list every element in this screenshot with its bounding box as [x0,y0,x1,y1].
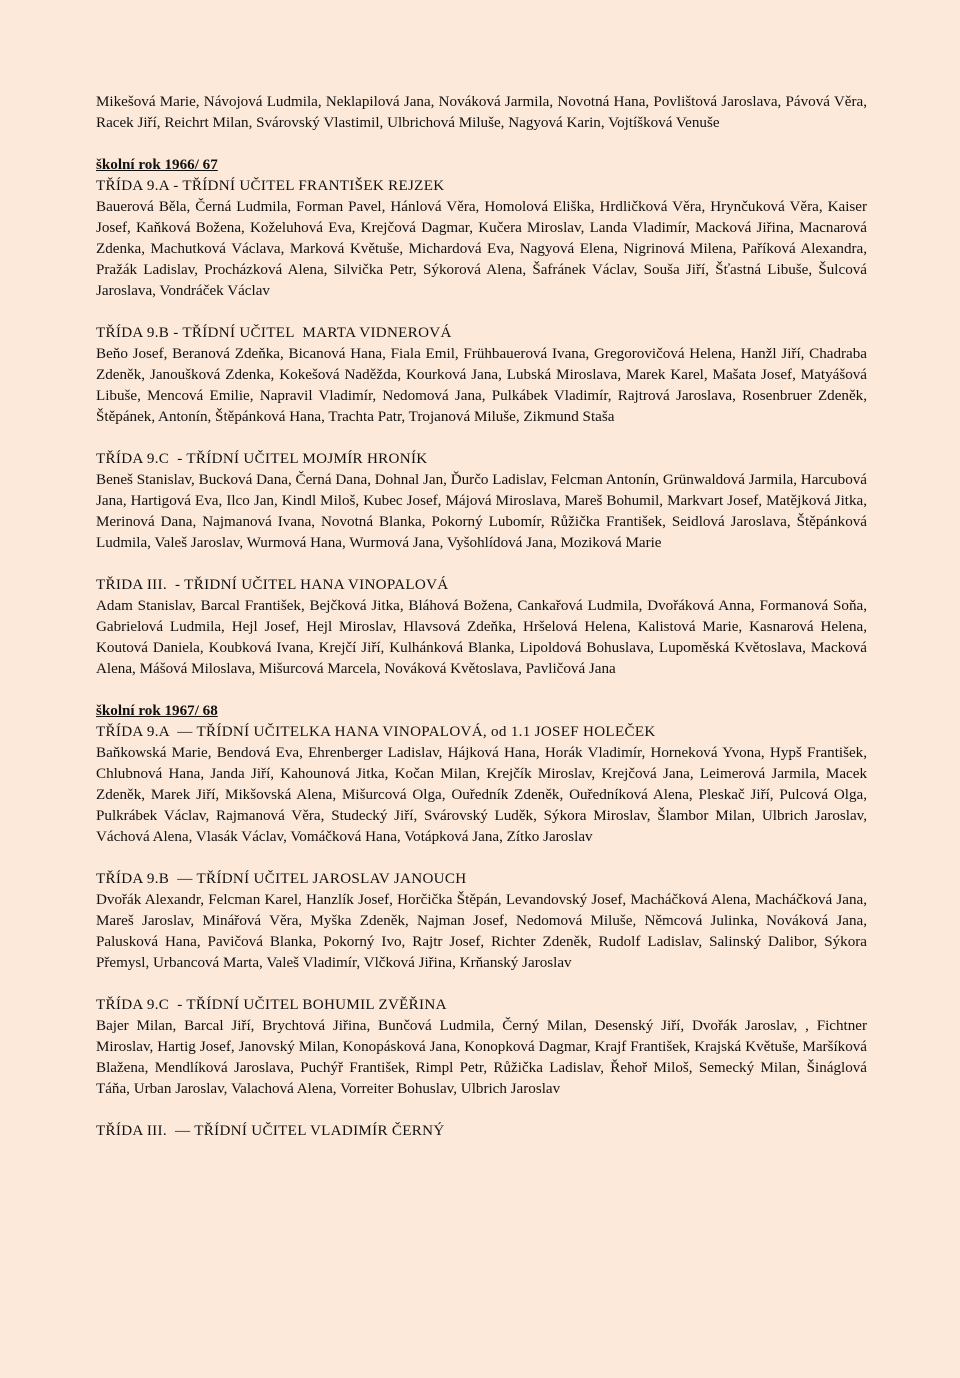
spacer [96,848,867,869]
class-section [96,722,867,848]
spacer [96,1100,867,1121]
class-heading: TŘÍDA 9.A — TŘÍDNÍ UČITELKA HANA VINOPALOVÁ, od 1.1 JOSEF HOLEČEK [96,724,656,740]
class-student-names: Bajer Milan, Barcal Jiří, Brychtová Jiřina, Bunčová Ludmila, Černý Milan, Desenský Jiří, Dvořák Jaroslav, , Fichtner Miroslav, Hartig Josef, Janovský Milan, Konopásková Jana, Konopková Dagmar, Krajf František, Krajská Květuše, Maršíková Blažena, Mendlíková Jaroslava, Puchýř František, Rimpl Petr, Růžička Ladislav, Řehoř Miloš, Semecký Milan, Šináglová Táňa, Urban Jaroslav, Valachová Alena, Vorreiter Bohuslav, Ulbrich Jaroslav [96,1018,867,1097]
class-section [96,575,867,680]
class-heading: TŘIDA III. - TŘIDNÍ UČITEL HANA VINOPALOVÁ [96,577,449,593]
class-student-names: Bauerová Běla, Černá Ludmila, Forman Pavel, Hánlová Věra, Homolová Eliška, Hrdličková Věra, Hrynčuková Věra, Kaiser Josef, Kaňková Božena, Koželuhová Eva, Krejčová Dagmar, Kučera Miroslav, Landa Vladimír, Macková Jiřina, Macnarová Zdenka, Machutková Václava, Marková Květuše, Michardová Eva, Nagyová Elena, Nigrinová Milena, Paříková Alexandra, Pražák Ladislav, Procházková Alena, Silvička Petr, Sýkorová Alena, Šafránek Václav, Souša Jiří, Šťastná Libuše, Šulcová Jaroslava, Vondráček Václav [96,199,867,299]
class-student-names: Beneš Stanislav, Bucková Dana, Černá Dana, Dohnal Jan, Ďurčo Ladislav, Felcman Antonín, Grünwaldová Jarmila, Harcubová Jana, Hartigová Eva, Ilco Jan, Kindl Miloš, Kubec Josef, Májová Miroslava, Mareš Bohumil, Markvart Josef, Matějková Jitka, Merinová Dana, Najmanová Ivana, Novotná Blanka, Pokorný Lubomír, Růžička František, Seidlová Jaroslava, Štěpánková Ludmila, Valeš Jaroslav, Wurmová Hana, Wurmová Jana, Vyšohlídová Jana, Moziková Marie [96,472,867,551]
spacer [96,134,867,155]
school-year-heading: školní rok 1967/ 68 [96,703,218,719]
class-student-names: Dvořák Alexandr, Felcman Karel, Hanzlík Josef, Horčička Štěpán, Levandovský Josef, Macháčková Alena, Macháčková Jana, Mareš Jaroslav, Minářová Věra, Myška Zdeněk, Najman Josef, Nedomová Miluše, Němcová Julinka, Nováková Jana, Palusková Hana, Pavičová Blanka, Pokorný Ivo, Rajtr Josef, Richter Zdeněk, Rudolf Ladislav, Salinský Dalibor, Sýkora Přemysl, Urbancová Marta, Valeš Vladimír, Vlčková Jiřina, Krňanský Jaroslav [96,892,867,971]
school-year-1967 [96,701,867,1142]
class-heading: TŘÍDA 9.B — TŘÍDNÍ UČITEL JAROSLAV JANOUCH [96,871,467,887]
class-section [96,176,867,302]
class-section [96,449,867,554]
class-student-names: Adam Stanislav, Barcal František, Bejčková Jitka, Bláhová Božena, Cankařová Ludmila, Dvořáková Anna, Formanová Soňa, Gabrielová Ludmila, Hejl Josef, Hejl Miroslav, Hlavsová Zdeňka, Hršelová Helena, Kalistová Marie, Kasnarová Helena, Koutová Daniela, Koubková Ivana, Krejčí Jiří, Kulhánková Blanka, Lipoldová Bohuslava, Lupoměská Květoslava, Macková Alena, Mášová Miloslava, Mišurcová Marcela, Nováková Květoslava, Pavličová Jana [96,598,867,677]
intro-names: Mikešová Marie, Návojová Ludmila, Neklapilová Jana, Nováková Jarmila, Novotná Hana, Povlištová Jaroslava, Pávová Věra, Racek Jiří, Reichrt Milan, Svárovský Vlastimil, Ulbrichová Miluše, Nagyová Karin, Vojtíšková Venuše [96,94,867,131]
class-heading: TŘÍDA 9.B - TŘÍDNÍ UČITEL MARTA VIDNEROVÁ [96,325,452,341]
class-section [96,869,867,974]
school-year-heading: školní rok 1966/ 67 [96,157,218,173]
class-heading: TŘÍDA 9.A - TŘÍDNÍ UČITEL FRANTIŠEK REJZEK [96,178,445,194]
spacer [96,302,867,323]
class-section [96,995,867,1100]
document-page [96,92,867,1142]
class-section [96,323,867,428]
class-student-names: Beňo Josef, Beranová Zdeňka, Bicanová Hana, Fiala Emil, Frühbauerová Ivana, Gregorovičová Helena, Hanžl Jiří, Chadraba Zdeněk, Janoušková Zdenka, Kokešová Naděžda, Kourková Jana, Lubská Miroslava, Marek Karel, Mašata Josef, Matyášová Libuše, Mencová Emilie, Napravil Vladimír, Nedomová Jana, Pulkábek Vladimír, Rajtrová Jaroslava, Rosenbruer Zdeněk, Štěpánek, Antonín, Štěpánková Hana, Trachta Patr, Trojanová Miluše, Zikmund Staša [96,346,867,425]
spacer [96,680,867,701]
class-student-names: Baňkowská Marie, Bendová Eva, Ehrenberger Ladislav, Hájková Hana, Horák Vladimír, Horneková Yvona, Hypš František, Chlubnová Hana, Janda Jiří, Kahounová Jitka, Kočan Milan, Krejčík Miroslav, Krejčová Jana, Leimerová Jarmila, Macek Zdeněk, Marek Jiří, Mikšovská Alena, Mišurcová Olga, Ouředník Zdeněk, Ouředníková Alena, Pleskač Jiří, Pulcová Olga, Pulkrábek Václav, Rajmanová Věra, Studecký Jiří, Svárovský Luděk, Sýkora Miroslav, Šlambor Milan, Ulbrich Jaroslav, Váchová Alena, Vlasák Václav, Vomáčková Hana, Votápková Jana, Zítko Jaroslav [96,745,867,845]
spacer [96,428,867,449]
class-heading: TŘÍDA 9.C - TŘÍDNÍ UČITEL BOHUMIL ZVĚŘINA [96,997,447,1013]
school-year-1966 [96,155,867,680]
spacer [96,974,867,995]
class-heading: TŘÍDA 9.C - TŘÍDNÍ UČITEL MOJMÍR HRONÍK [96,451,428,467]
class-section [96,1121,867,1142]
class-heading: TŘÍDA III. — TŘÍDNÍ UČITEL VLADIMÍR ČERNÝ [96,1123,445,1139]
spacer [96,554,867,575]
